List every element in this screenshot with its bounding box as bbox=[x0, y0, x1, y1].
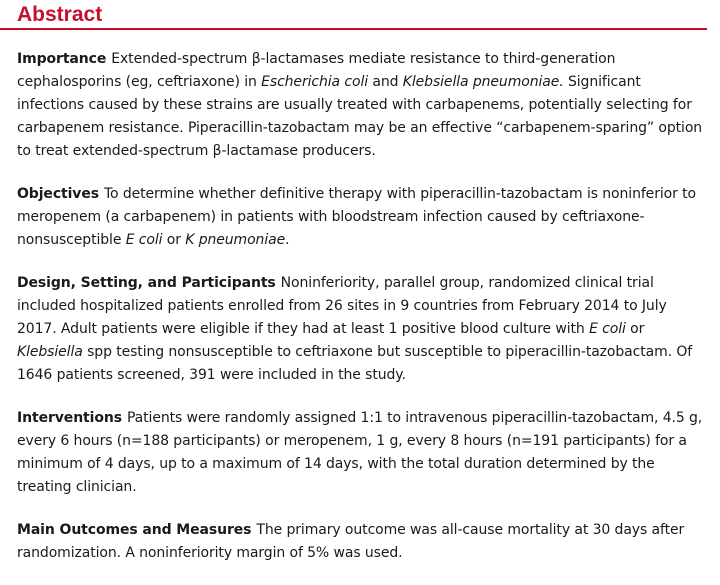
title-divider bbox=[0, 28, 707, 30]
objectives-text-1: To determine whether definitive therapy with piperacillin-tazobactam is noninferior to meropenem (a carbapenem) in patients with bloodstream infection caused by ceftriaxone-nonsusceptible bbox=[17, 186, 696, 248]
importance-italic-2: Klebsiella pneumoniae. bbox=[402, 74, 564, 90]
design-text-1: Noninferiority, parallel group, randomized clinical trial included hospitalized patients enrolled from 26 sites in 9 countries from February 2014 to July 2017. Adult patients were eligible if they had at least 1 positive blood culture with bbox=[17, 275, 667, 337]
importance-heading: Importance bbox=[17, 51, 107, 67]
importance-section bbox=[17, 48, 709, 163]
objectives-text-3: . bbox=[285, 232, 290, 248]
importance-text-1: Extended-spectrum β-lactamases mediate resistance to third-generation cephalosporins (eg, ceftriaxone) in bbox=[17, 51, 616, 90]
interventions-heading: Interventions bbox=[17, 410, 122, 426]
design-heading: Design, Setting, and Participants bbox=[17, 275, 276, 291]
design-text-3: spp testing nonsusceptible to ceftriaxone but susceptible to piperacillin-tazobactam. Of 1646 patients screened, 391 were included in the study. bbox=[17, 344, 693, 383]
interventions-section bbox=[17, 407, 709, 499]
outcomes-text: The primary outcome was all-cause mortality at 30 days after randomization. A noninferiority margin of 5% was used. bbox=[17, 522, 685, 561]
importance-text-2: and bbox=[368, 74, 403, 90]
objectives-section bbox=[17, 183, 709, 252]
design-italic-2: Klebsiella bbox=[17, 344, 83, 360]
design-section bbox=[17, 272, 709, 387]
outcomes-heading: Main Outcomes and Measures bbox=[17, 522, 252, 538]
design-text-2: or bbox=[625, 321, 645, 337]
importance-italic-1: Escherichia coli bbox=[261, 74, 369, 90]
objectives-text-2: or bbox=[162, 232, 186, 248]
objectives-italic-2: K pneumoniae bbox=[185, 232, 286, 248]
objectives-heading: Objectives bbox=[17, 186, 99, 202]
importance-text-3: Significant infections caused by these strains are usually treated with carbapenems, potentially selecting for carbapenem resistance. Piperacillin-tazobactam may be an effective “carbapenem-sparing” option to treat extended-spectrum β-lactamase producers. bbox=[17, 74, 703, 159]
objectives-italic-1: E coli bbox=[125, 232, 163, 248]
interventions-text: Patients were randomly assigned 1:1 to intravenous piperacillin-tazobactam, 4.5 g, every 6 hours (n=188 participants) or meropenem, 1 g, every 8 hours (n=191 participants) for a minimum of 4 days, up to a maximum of 14 days, with the total duration determined by the treating clinician. bbox=[17, 410, 703, 495]
design-italic-1: E coli bbox=[589, 321, 626, 337]
outcomes-section bbox=[17, 519, 709, 565]
abstract-body bbox=[17, 48, 709, 585]
abstract-title: Abstract bbox=[17, 3, 103, 26]
